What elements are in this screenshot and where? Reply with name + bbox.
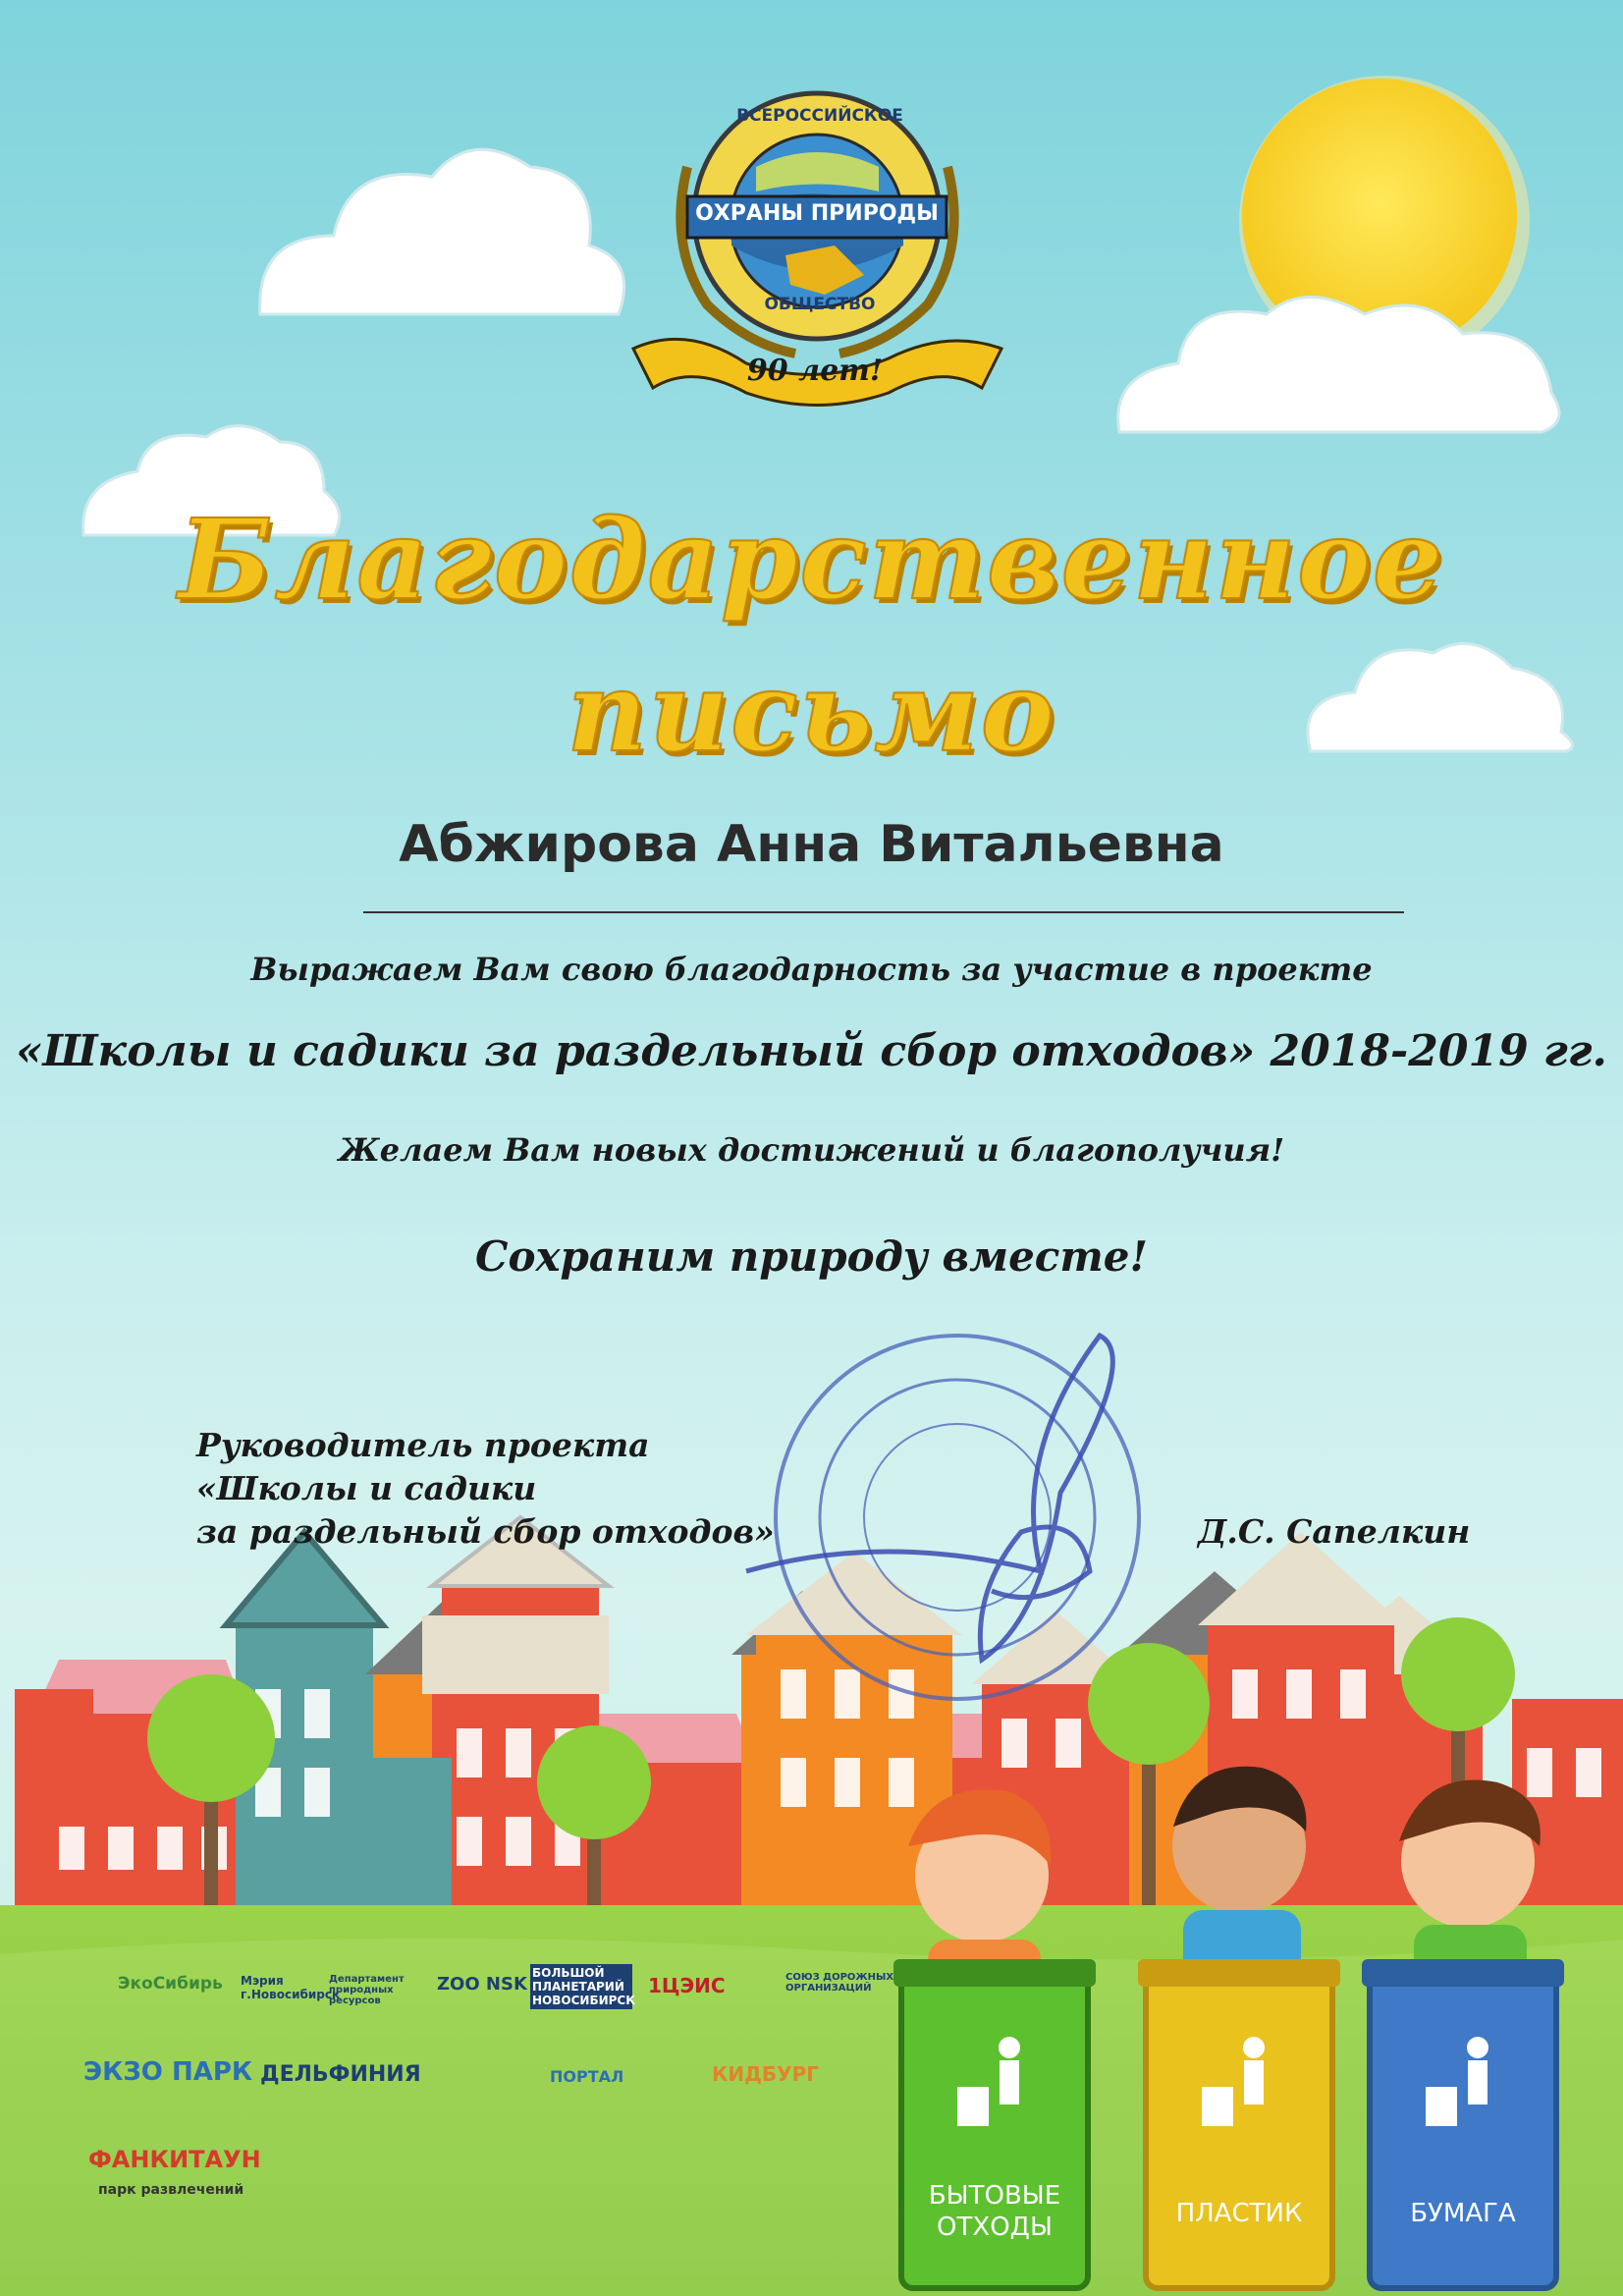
- signature-line: за раздельный сбор отходов»: [196, 1512, 775, 1551]
- title-line-2: письмо: [567, 648, 1056, 777]
- stamp-seal: [776, 1336, 1139, 1699]
- emblem-band-text: ОХРАНЫ ПРИРОДЫ: [695, 201, 939, 226]
- sponsor-logo: ПОРТАЛ: [550, 2067, 624, 2086]
- recipient-name: Абжирова Анна Витальевна: [399, 815, 1224, 874]
- wish-text: Желаем Вам новых достижений и благополучия!: [338, 1131, 1285, 1169]
- sponsor-logo: ЭкоСибирь: [118, 1974, 223, 1994]
- emblem-bottom-text: ОБЩЕСТВО: [764, 295, 876, 314]
- sponsor-logo: Мэрия г.Новосибирск: [241, 1974, 341, 2001]
- signature-line: «Школы и садики: [196, 1469, 537, 1507]
- signer-name: Д.С. Сапелкин: [1198, 1512, 1471, 1551]
- motto-text: Сохраним природу вместе!: [475, 1232, 1148, 1281]
- emblem-top-text: ВСЕРОССИЙСКОЕ: [736, 106, 903, 126]
- sponsor-logo: БОЛЬШОЙ ПЛАНЕТАРИЙ НОВОСИБИРСК: [532, 1966, 636, 2007]
- sponsor-logo: ДЕЛЬФИНИЯ: [260, 2062, 421, 2087]
- bin-label-line1: БЫТОВЫЕ: [928, 2181, 1061, 2211]
- signature-line: Руководитель проекта: [196, 1426, 650, 1464]
- project-name: «Школы и садики за раздельный сбор отходов» 2018-2019 гг.: [16, 1026, 1607, 1076]
- sponsor-logo: ФАНКИТАУН: [88, 2146, 261, 2173]
- bin-label-line2: ОТХОДЫ: [937, 2213, 1053, 2242]
- sponsor-logo: ЭКЗО ПАРК: [83, 2057, 253, 2087]
- sponsor-logo-caption: парк развлечений: [98, 2182, 244, 2198]
- sponsor-logo: КИДБУРГ: [712, 2062, 819, 2086]
- emblem-ribbon-text: 90 лет!: [746, 354, 884, 388]
- sponsor-logo: Департамент природных ресурсов: [329, 1974, 405, 2006]
- sponsor-logo: 1ЦЭИС: [648, 1974, 726, 1997]
- thanks-text: Выражаем Вам свою благодарность за участие в проекте: [250, 951, 1373, 988]
- title-line-1: Благодарственное: [178, 496, 1445, 625]
- sponsor-logo: СОЮЗ ДОРОЖНЫХ ОРГАНИЗАЦИЙ: [785, 1972, 894, 1994]
- bin-label-line1: ПЛАСТИК: [1175, 2199, 1303, 2228]
- sponsor-logo: ZOO NSK: [437, 1974, 527, 1995]
- bin-label-line1: БУМАГА: [1410, 2199, 1516, 2228]
